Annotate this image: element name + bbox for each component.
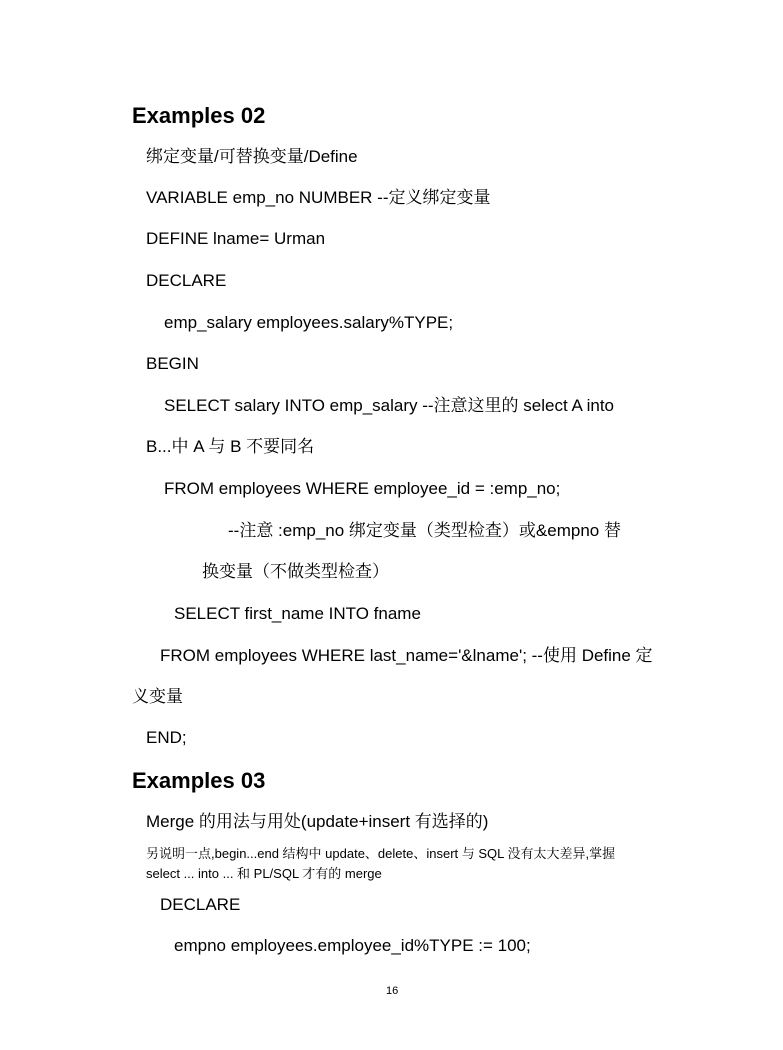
code-line: B...中 A 与 B 不要同名 xyxy=(146,437,315,456)
code-line: FROM employees WHERE last_name='&lname'; --使用 Define 定 xyxy=(160,646,653,665)
body-line: Merge 的用法与用处(update+insert 有选择的) xyxy=(146,812,489,831)
page-number: 16 xyxy=(386,985,399,997)
code-line: DEFINE lname= Urman xyxy=(146,229,326,248)
code-line: DECLARE xyxy=(160,895,241,914)
code-line: SELECT first_name INTO fname xyxy=(174,604,421,623)
code-line: 义变量 xyxy=(132,687,183,706)
code-line: VARIABLE emp_no NUMBER --定义绑定变量 xyxy=(146,188,491,207)
code-line: --注意 :emp_no 绑定变量（类型检查）或&empno 替 xyxy=(228,521,621,540)
code-line: 绑定变量/可替换变量/Define xyxy=(146,147,358,166)
code-line: SELECT salary INTO emp_salary --注意这里的 select A into xyxy=(164,396,615,415)
note-line: 另说明一点,begin...end 结构中 update、delete、insert 与 SQL 没有太大差异,掌握 xyxy=(146,846,616,861)
code-line: DECLARE xyxy=(146,271,227,290)
note-line: select ... into ... 和 PL/SQL 才有的 merge xyxy=(146,866,382,881)
code-line: empno employees.employee_id%TYPE := 100; xyxy=(174,936,531,955)
code-line: 换变量（不做类型检查） xyxy=(202,562,389,581)
code-line: BEGIN xyxy=(146,354,199,373)
section-heading-examples-02: Examples 02 xyxy=(132,103,266,128)
code-line: FROM employees WHERE employee_id = :emp_no; xyxy=(164,479,561,498)
code-line: emp_salary employees.salary%TYPE; xyxy=(164,313,454,332)
code-line: END; xyxy=(146,728,187,747)
section-heading-examples-03: Examples 03 xyxy=(132,768,266,793)
